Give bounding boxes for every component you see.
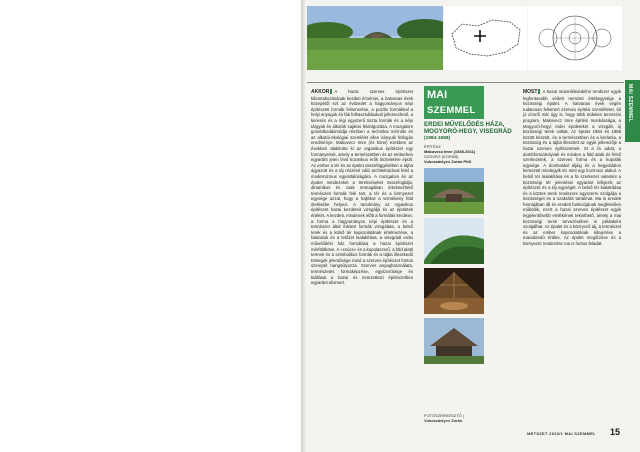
akkor-text: A hazai szerves építészet kibontakozásának kezdeti érzelmei, a hatvanas évek közepétől ezt az évtizedet a hagyományos népi építészeti formák felismerése, a pozitív formákkal a helyi anyagok és fák felhasználásával jellemezhető, a keresés és a régi egyszerű tiszta formák és a népi tárgyak és alkotók sajátos feldolgozása. A mozgalom gondolkodásmódja részben a technikai mérnöki és az alkotói-ökológiai szemlélet ellen irányuló felfogás eredménye. Makovecz Imre (és körei) ezekben az években alakította ki az organikus építészet egy formanyelvét, amely a természetben és az emberben egyaránt jelen lévő kozmikus erők tiszteletére épült. Az ember a tér és az épület összefüggésében a tájba ágyazott és a táj részévé váló architektúrával felel a modernizmus egyoldalúságára. A mozgalom és az épület mindezeket a törekvéseket összefoglalja, dinamikus és csak önmagában értelmezhető természeti formák felé tart, a tér és a környezet egysége azzal, hogy a hajlékot a termékeny föld ölelésébe helyezi. A tanulmány az organikus építészet hazai kezdeteit vizsgálja és az épületek értékét. A kezdeti, mindenek előtt a formálás kérdése, a forma a hagyományos népi építészet és a természet által ihletett formák vizsgálata, a belső terek és a külső tér kapcsolatának értelmezése, a falazatok és a tetőzet kialakítása, a visegrádi erdei művelődési ház formálása a hazai építészet mérföldköve. A «csúcs» és a kupolaszerű, a föld alatti termek és a szimbolikus formák és a tájba illeszkedő tömegek jelentősége mind a szerves építészet fontos szerepét hangsúlyozza. Szerves anyaghasználata, természetes formaképzése, egyszerűsége és kiállásai a hazai és nemzetközi építészetben egyaránt elismert.	[311, 89, 413, 286]
most-text: A hazai múemlékvédelmi rendszer egyik legfontosabb védett nemzeti értékegysége a közösségi épület. A hatvanas évek végén tudatosan felismert szerves építési szemléletet, túl jó címről már úgy is, hogy több érdekes tervezési program, Makovecz Imre építési munkássága, a Mogyoró-hegyi erdei épületeket a vizsgált, új közösségi terek voltak. Az épület 1984 és 1988 között készült, és a természetben és a kerámia, a közösség és a tájba illesztett az egyik jellemzője a hazai szerves építészetnek. Itt a fa adott, a dombformaholyvak és minden a föld alatti és felső szerkezetek, a szerves forma és a kupolák egysége. A domboldal aljáig és a hegyoldalon keresztül mindegyik tér mint egy kozmosz alakul. A belső tér kialakítása és a fa szerkezet valamint a közösségi tér jelentései egyaránt kifejezik az építészet és a táj egységét. A belső tér kialakítása és a köztes terek rendszere egyszerre szolgálja a közösséget és a szakrális tartalmat. Ma is eredeti formájában áll és eredeti funkciójának megfelelően működik, ezért a hazai szerves építészet egyik legjelentősebb emlékének tekinthető, amely a mai közösségi terek tervezésében is példaként szolgálhat. Az épület és a környező táj, a természet és az ember kapcsolatának kifejezése a maradandó értéke. Az épület megőrzése és a környezet rendezése ma is fontos feladat.	[523, 89, 621, 247]
section-banner	[424, 86, 484, 119]
akkor-lead: AKKOR	[311, 89, 330, 95]
banner-line-1: MAI	[427, 89, 448, 101]
magazine-page	[301, 0, 640, 452]
section-tab-label: MAI SZEMMEL	[627, 84, 633, 123]
header-rule	[307, 82, 624, 83]
photo-exterior	[424, 168, 484, 214]
photo-credit-label: FOTÓSZERKESZTŐ |	[424, 413, 464, 418]
hungary-locator-map	[444, 6, 527, 70]
credit-value-text: Vukoszávlyev Zorán PhD	[424, 159, 472, 165]
photo-mound	[424, 218, 484, 264]
akkor-column	[311, 89, 413, 419]
page-spine	[301, 0, 306, 452]
lead-divider	[538, 89, 540, 94]
banner-line-2: SZEMMEL	[427, 105, 476, 116]
photo-interior	[424, 268, 484, 314]
credit-label-architect: ÉPÍTÉSZ	[424, 144, 441, 150]
most-lead: MOST	[523, 89, 538, 95]
credits-block	[424, 144, 514, 164]
info-column	[424, 86, 514, 436]
footer-issue: METSZET 2023/1 MAI SZEMMEL	[527, 431, 596, 436]
lead-divider	[330, 89, 332, 94]
article-dates: (1984-1988)	[424, 136, 451, 142]
page-number: 15	[610, 427, 621, 437]
photo-entrance	[424, 318, 484, 364]
photo-credit	[424, 413, 464, 423]
photo-credit-value: Vukoszávlyev Zorán	[424, 418, 463, 423]
credit-label-text: SZÖVEG (KORÁB)	[424, 154, 459, 160]
credit-value-architect: Makovecz Imre (1935-2011)	[424, 149, 476, 155]
article-headline: ERDEI MŰVELŐDÉS HÁZA, MOGYORÓ-HEGY, VISEGRÁD	[424, 121, 512, 135]
section-tab	[625, 80, 640, 142]
floor-plan-drawing	[528, 6, 622, 70]
most-column	[523, 89, 621, 419]
header-photo	[307, 6, 443, 70]
blank-left-page	[0, 0, 301, 452]
